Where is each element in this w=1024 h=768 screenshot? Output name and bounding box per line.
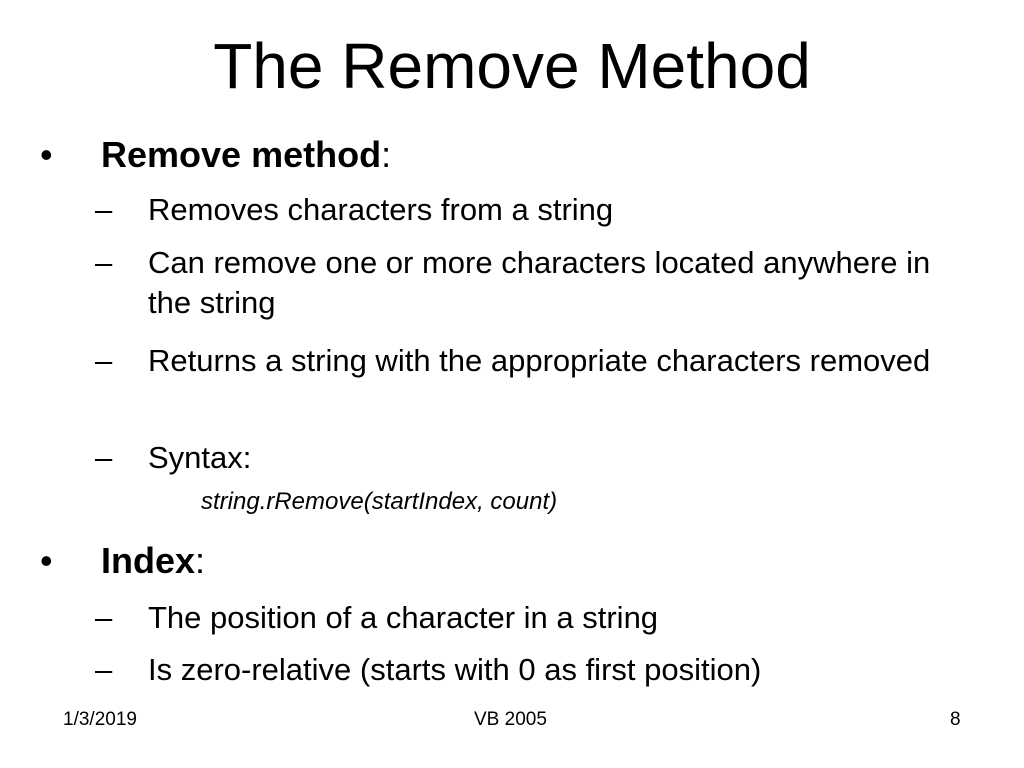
sub-item-text: The position of a character in a string [148,600,659,635]
bullet-text [101,134,391,176]
syntax-code: string.rRemove(startIndex, count) [201,488,558,515]
dash-mark: – [95,652,113,687]
dash-mark: – [95,600,113,635]
bullet-suffix: : [381,134,392,175]
sub-item-text: Can remove one or more characters located anywhere in the string [148,245,931,320]
slide-title: The Remove Method [213,30,811,102]
dash-mark: – [95,192,113,227]
bullet-mark: • [40,540,53,581]
bullet-text [101,540,205,582]
sub-item-text: Is zero-relative (starts with 0 as first position) [148,652,762,687]
bullet-mark: • [40,134,53,175]
footer-date: 1/3/2019 [63,709,137,730]
footer-center: VB 2005 [474,709,547,730]
bullet-term: Remove method [101,134,382,175]
dash-mark: – [95,440,113,475]
footer-page-number: 8 [950,709,961,730]
sub-item-text: Syntax: [148,440,252,475]
dash-mark: – [95,245,113,280]
sub-item-text: Removes characters from a string [148,192,614,227]
bullet-term: Index [101,540,196,581]
dash-mark: – [95,343,113,378]
bullet-suffix: : [195,540,206,581]
sub-item-text: Returns a string with the appropriate characters removed [148,343,931,378]
